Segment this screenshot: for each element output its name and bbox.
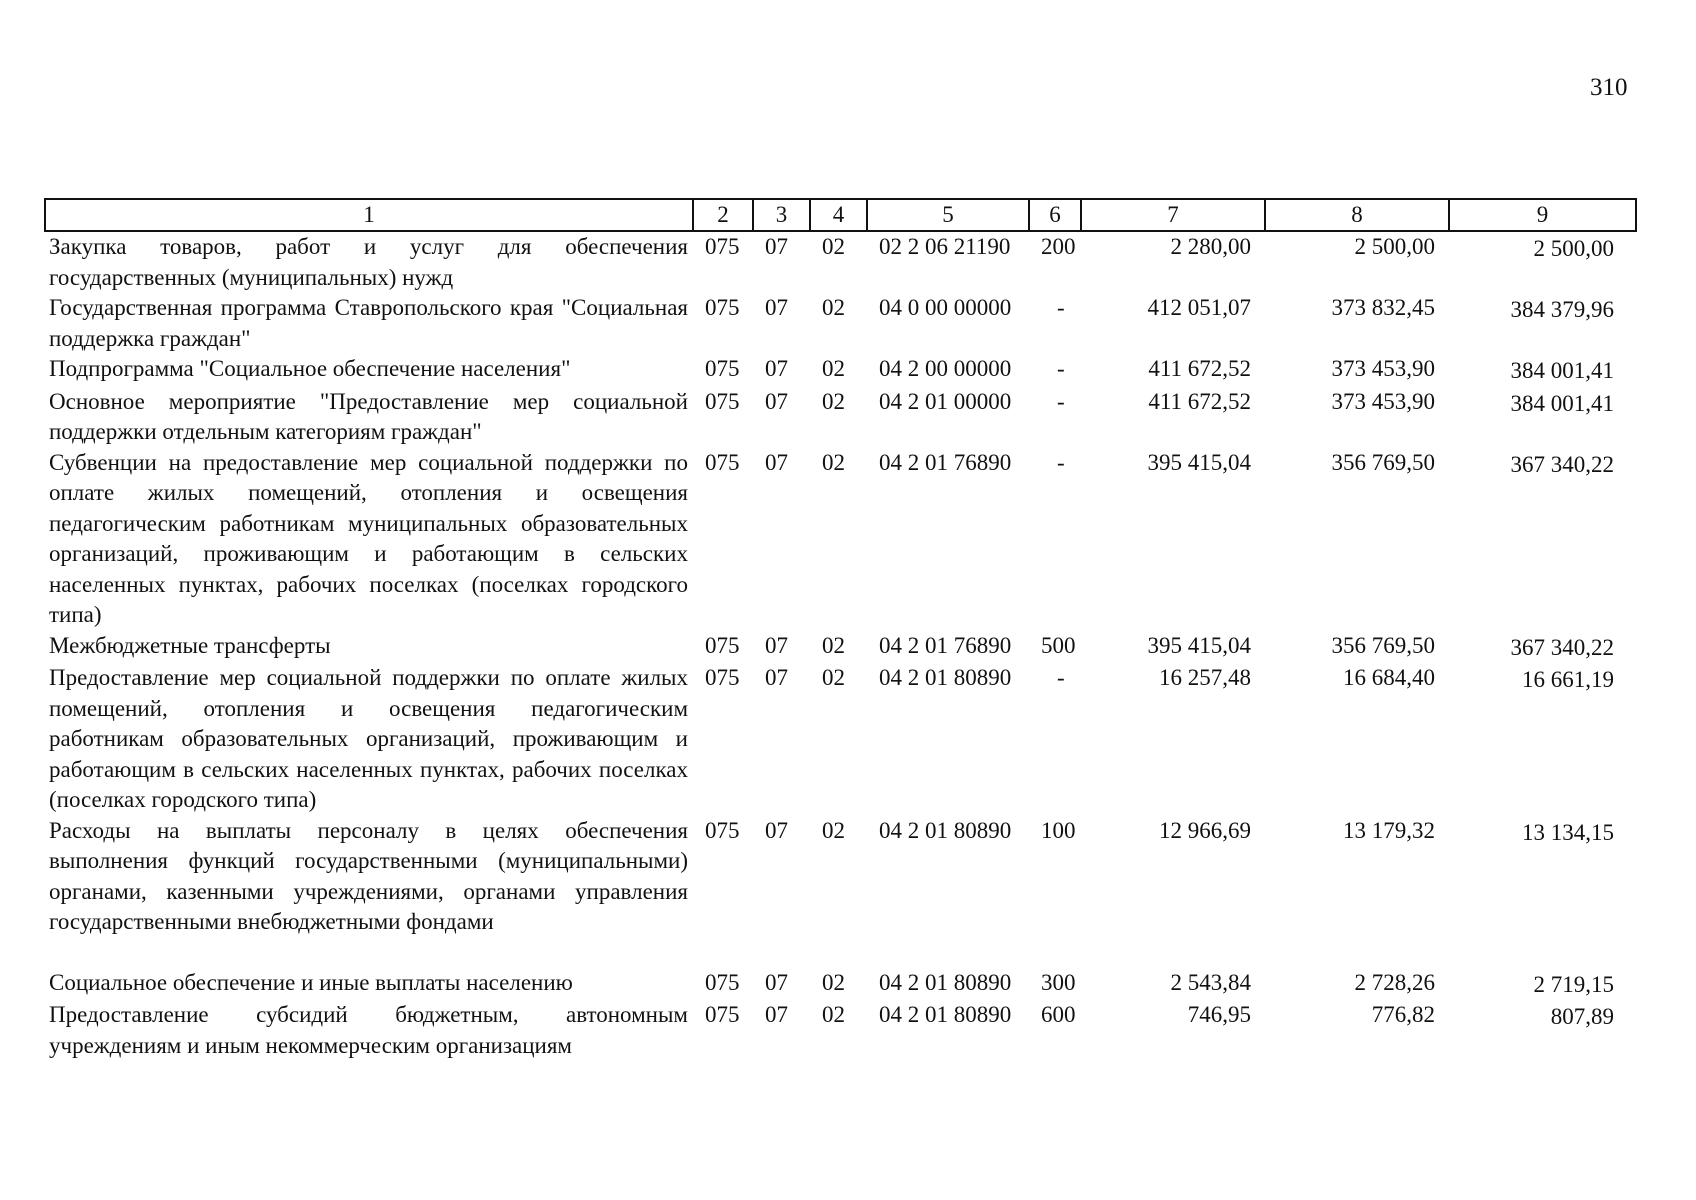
- row-name: Предоставление мер социальной поддержки по оплате жилых помещений, отопления и освещения педагогическим работникам образовательных организаций, проживающим и работающим в сельских населенных пунктах, рабочих поселках (поселках городского типа): [49, 665, 688, 812]
- cell-target-article: 04 2 01 00000: [879, 388, 1012, 414]
- cell-subsection: 02: [822, 969, 845, 995]
- cell-ministry: 075: [705, 356, 740, 381]
- table-row: [45, 293, 1636, 354]
- cell-ministry: 075: [705, 969, 740, 995]
- cell-amount-col9: 384 001,41: [1510, 358, 1614, 383]
- cell-ministry: 075: [705, 449, 740, 475]
- cell-subsection: 02: [822, 632, 845, 658]
- header-cell: 8: [1265, 199, 1449, 231]
- cell-amount-col7: 2 543,84: [1170, 969, 1251, 995]
- header-cell: 7: [1081, 199, 1265, 231]
- cell-ministry: 075: [705, 388, 740, 414]
- cell-section: 07: [765, 356, 788, 381]
- row-name: Государственная программа Ставропольского края "Социальная поддержка граждан": [49, 295, 688, 351]
- cell-subsection: 02: [822, 356, 845, 381]
- row-name: Социальное обеспечение и иные выплаты населению: [49, 969, 573, 995]
- cell-amount-col8: 373 453,90: [1331, 388, 1435, 414]
- cell-target-article: 04 2 00 00000: [879, 356, 1012, 381]
- cell-section: 07: [765, 295, 788, 320]
- cell-subsection: 02: [822, 817, 845, 843]
- cell-expense-type: 500: [1041, 632, 1076, 658]
- cell-amount-col8: 16 684,40: [1343, 665, 1435, 690]
- cell-amount-col8: 373 453,90: [1331, 356, 1435, 381]
- cell-amount-col8: 2 728,26: [1354, 969, 1435, 995]
- cell-amount-col7: 12 966,69: [1159, 817, 1251, 843]
- cell-amount-col8: 13 179,32: [1343, 817, 1435, 843]
- cell-target-article: 04 2 01 80890: [879, 665, 1012, 690]
- cell-section: 07: [765, 665, 788, 690]
- cell-expense-type: -: [1057, 665, 1065, 690]
- row-name: Предоставление субсидий бюджетным, автономным учреждениям и иным некоммерческим организациям: [49, 1002, 688, 1058]
- header-row: [45, 199, 1636, 231]
- row-name: Субвенции на предоставление мер социальной поддержки по оплате жилых помещений, отопления и освещения педагогическим работникам муниципальных образовательных организаций, проживающим и работающим в сельских населенных пунктах, рабочих поселках (поселках городского типа): [49, 449, 688, 627]
- table-row: [45, 387, 1636, 448]
- cell-subsection: 02: [822, 1002, 845, 1027]
- cell-target-article: 04 2 01 80890: [879, 817, 1012, 843]
- cell-ministry: 075: [705, 1002, 740, 1027]
- cell-amount-col9: 16 661,19: [1522, 667, 1614, 692]
- cell-amount-col9: 2 500,00: [1533, 236, 1614, 261]
- cell-amount-col9: 367 340,22: [1510, 634, 1614, 660]
- cell-subsection: 02: [822, 665, 845, 690]
- header-cell: 1: [45, 199, 693, 231]
- table-row: [45, 663, 1636, 816]
- cell-section: 07: [765, 632, 788, 658]
- cell-expense-type: -: [1057, 295, 1065, 320]
- cell-amount-col9: 2 719,15: [1533, 971, 1614, 997]
- cell-expense-type: -: [1057, 356, 1065, 381]
- cell-expense-type: 300: [1041, 969, 1076, 995]
- table-row: [45, 448, 1636, 631]
- blank-cell: [45, 938, 1636, 968]
- header-cell: 2: [693, 199, 753, 231]
- cell-amount-col7: 411 672,52: [1148, 356, 1251, 381]
- cell-ministry: 075: [705, 234, 740, 259]
- table-row: [45, 354, 1636, 387]
- cell-amount-col8: 356 769,50: [1331, 632, 1435, 658]
- cell-target-article: 04 2 01 80890: [879, 1002, 1012, 1027]
- cell-amount-col7: 746,95: [1187, 1002, 1251, 1027]
- cell-amount-col8: 356 769,50: [1331, 449, 1435, 475]
- cell-amount-col9: 384 379,96: [1510, 297, 1614, 322]
- cell-amount-col9: 367 340,22: [1510, 451, 1614, 477]
- cell-ministry: 075: [705, 665, 740, 690]
- cell-expense-type: -: [1057, 449, 1065, 475]
- cell-target-article: 04 2 01 80890: [879, 969, 1012, 995]
- cell-expense-type: 100: [1041, 817, 1076, 843]
- cell-target-article: 02 2 06 21190: [879, 234, 1011, 259]
- cell-amount-col7: 2 280,00: [1170, 234, 1251, 259]
- cell-amount-col8: 776,82: [1371, 1002, 1435, 1027]
- header-cell: 3: [753, 199, 810, 231]
- cell-amount-col7: 16 257,48: [1159, 665, 1251, 690]
- cell-expense-type: -: [1057, 388, 1065, 414]
- blank-row: [45, 938, 1636, 968]
- cell-subsection: 02: [822, 234, 845, 259]
- budget-table: [44, 198, 1637, 1061]
- row-name: Межбюджетные трансферты: [49, 632, 331, 658]
- cell-amount-col9: 384 001,41: [1510, 390, 1614, 416]
- cell-section: 07: [765, 817, 788, 843]
- cell-subsection: 02: [822, 449, 845, 475]
- row-name: Основное мероприятие "Предоставление мер социальной поддержки отдельным категориям граждан": [49, 388, 688, 444]
- cell-section: 07: [765, 1002, 788, 1027]
- cell-amount-col7: 411 672,52: [1148, 388, 1251, 414]
- cell-amount-col7: 395 415,04: [1147, 449, 1251, 475]
- row-name: Закупка товаров, работ и услуг для обеспечения государственных (муниципальных) нужд: [49, 234, 688, 290]
- header-cell: 6: [1029, 199, 1081, 231]
- cell-ministry: 075: [705, 632, 740, 658]
- cell-amount-col9: 13 134,15: [1522, 819, 1614, 845]
- cell-expense-type: 600: [1041, 1002, 1076, 1027]
- cell-section: 07: [765, 388, 788, 414]
- cell-amount-col8: 2 500,00: [1354, 234, 1435, 259]
- cell-amount-col9: 807,89: [1550, 1004, 1614, 1029]
- table-row: [45, 231, 1636, 293]
- page-number: 310: [1590, 74, 1628, 101]
- table-row: [45, 816, 1636, 938]
- cell-amount-col7: 395 415,04: [1147, 632, 1251, 658]
- table-row: [45, 631, 1636, 664]
- cell-ministry: 075: [705, 295, 740, 320]
- table-row: [45, 1000, 1636, 1061]
- cell-section: 07: [765, 449, 788, 475]
- cell-ministry: 075: [705, 817, 740, 843]
- cell-amount-col7: 412 051,07: [1147, 295, 1251, 320]
- cell-expense-type: 200: [1041, 234, 1076, 259]
- cell-subsection: 02: [822, 388, 845, 414]
- row-name: Подпрограмма "Социальное обеспечение населения": [49, 356, 571, 381]
- cell-section: 07: [765, 234, 788, 259]
- table-row: [45, 968, 1636, 1001]
- header-cell: 4: [810, 199, 867, 231]
- header-cell: 5: [867, 199, 1029, 231]
- cell-target-article: 04 2 01 76890: [879, 449, 1012, 475]
- row-name: Расходы на выплаты персоналу в целях обеспечения выполнения функций государственными (муниципальными) органами, казенными учреждениями, органами управления государственными внебюджетными фондами: [49, 817, 688, 934]
- cell-target-article: 04 2 01 76890: [879, 632, 1012, 658]
- cell-target-article: 04 0 00 00000: [879, 295, 1012, 320]
- cell-subsection: 02: [822, 295, 845, 320]
- header-cell: 9: [1449, 199, 1636, 231]
- cell-section: 07: [765, 969, 788, 995]
- cell-amount-col8: 373 832,45: [1331, 295, 1435, 320]
